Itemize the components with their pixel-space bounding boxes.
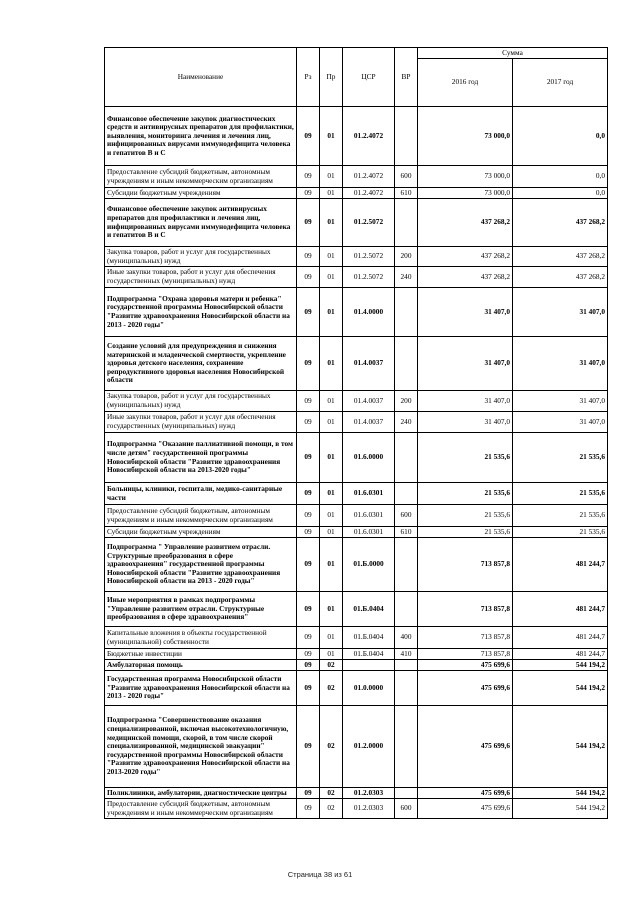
row-pr: 01 [320, 247, 343, 267]
row-vr: 200 [395, 247, 418, 267]
row-pr: 01 [320, 288, 343, 337]
row-amount-2017: 0,0 [513, 188, 608, 199]
row-name: Больницы, клиники, госпитали, медико-санитарные части [105, 483, 297, 505]
table-row [105, 412, 608, 433]
table-row [105, 288, 608, 337]
row-rz: 09 [297, 267, 320, 288]
row-amount-2016: 713 857,8 [418, 627, 513, 649]
row-csr: 01.2.5072 [343, 247, 395, 267]
row-amount-2017: 21 535,6 [513, 483, 608, 505]
row-amount-2017: 21 535,6 [513, 505, 608, 527]
row-rz: 09 [297, 199, 320, 247]
row-amount-2017: 544 194,2 [513, 799, 608, 819]
row-rz: 09 [297, 391, 320, 412]
row-rz: 09 [297, 505, 320, 527]
row-amount-2016: 475 699,6 [418, 788, 513, 799]
row-rz: 09 [297, 527, 320, 538]
row-pr: 02 [320, 799, 343, 819]
row-name: Подпрограмма "Охрана здоровья матери и ребенка" государственной программы Новосибирской области "Развитие здравоохранения Новосибирской области на 2013 - 2020 годы" [105, 288, 297, 337]
row-amount-2016: 475 699,6 [418, 671, 513, 706]
row-pr: 02 [320, 660, 343, 671]
row-amount-2017: 437 268,2 [513, 199, 608, 247]
row-vr [395, 483, 418, 505]
budget-table [104, 47, 608, 819]
row-csr: 01.2.5072 [343, 267, 395, 288]
row-amount-2016: 713 857,8 [418, 649, 513, 660]
row-amount-2017: 31 407,0 [513, 391, 608, 412]
row-rz: 09 [297, 288, 320, 337]
row-csr: 01.6.0301 [343, 505, 395, 527]
row-amount-2016: 713 857,8 [418, 538, 513, 592]
row-amount-2016: 21 535,6 [418, 433, 513, 483]
row-amount-2017: 31 407,0 [513, 288, 608, 337]
table-row [105, 660, 608, 671]
table-row [105, 391, 608, 412]
row-csr: 01.Б.0404 [343, 627, 395, 649]
table-body [105, 107, 608, 819]
row-amount-2017: 437 268,2 [513, 267, 608, 288]
row-vr: 600 [395, 166, 418, 188]
row-rz: 09 [297, 483, 320, 505]
row-name: Бюджетные инвестиции [105, 649, 297, 660]
row-csr: 01.Б.0404 [343, 592, 395, 627]
row-rz: 09 [297, 188, 320, 199]
row-vr: 600 [395, 799, 418, 819]
row-amount-2017: 0,0 [513, 107, 608, 166]
row-amount-2017: 21 535,6 [513, 433, 608, 483]
row-vr [395, 788, 418, 799]
row-vr: 240 [395, 267, 418, 288]
row-pr: 01 [320, 483, 343, 505]
row-amount-2017: 481 244,7 [513, 592, 608, 627]
row-amount-2017: 544 194,2 [513, 671, 608, 706]
row-csr: 01.2.4072 [343, 166, 395, 188]
table-row [105, 788, 608, 799]
row-amount-2016: 475 699,6 [418, 706, 513, 788]
row-amount-2016: 475 699,6 [418, 660, 513, 671]
row-vr: 610 [395, 527, 418, 538]
row-rz: 09 [297, 337, 320, 391]
row-vr: 240 [395, 412, 418, 433]
row-name: Предоставление субсидий бюджетным, автономным учреждениям и иным некоммерческим организациям [105, 166, 297, 188]
row-name: Подпрограмма " Управление развитием отрасли. Структурные преобразования в сфере здравоохранения" государственной программы Новосибирской области "Развитие здравоохранения Новосибирской области на 2013 - 2020 годы" [105, 538, 297, 592]
row-rz: 09 [297, 166, 320, 188]
row-rz: 09 [297, 627, 320, 649]
row-amount-2017: 544 194,2 [513, 660, 608, 671]
table-row [105, 671, 608, 706]
row-vr [395, 337, 418, 391]
row-name: Создание условий для предупреждения и снижения материнской и младенческой смертности, укрепление здоровья детского населения, сохранение репродуктивного здоровья населения Новосибирской области [105, 337, 297, 391]
row-name: Закупка товаров, работ и услуг для государственных (муниципальных) нужд [105, 247, 297, 267]
row-pr: 01 [320, 592, 343, 627]
row-amount-2017: 31 407,0 [513, 412, 608, 433]
header-vr: ВР [395, 48, 418, 107]
row-csr: 01.Б.0000 [343, 538, 395, 592]
header-sum: Сумма [418, 48, 608, 59]
row-csr: 01.2.5072 [343, 199, 395, 247]
table-row [105, 483, 608, 505]
row-name: Иные мероприятия в рамках подпрограммы "Управление развитием отрасли. Структурные преобразования в сфере здравоохранения" [105, 592, 297, 627]
row-name: Предоставление субсидий бюджетным, автономным учреждениям и иным некоммерческим организациям [105, 505, 297, 527]
row-vr [395, 199, 418, 247]
row-name: Поликлиники, амбулатории, диагностические центры [105, 788, 297, 799]
row-amount-2016: 475 699,6 [418, 799, 513, 819]
row-pr: 02 [320, 706, 343, 788]
row-vr: 410 [395, 649, 418, 660]
row-name: Субсидии бюджетным учреждениям [105, 188, 297, 199]
header-year-2016: 2016 год [418, 59, 513, 107]
row-pr: 01 [320, 391, 343, 412]
row-pr: 01 [320, 505, 343, 527]
row-amount-2016: 31 407,0 [418, 391, 513, 412]
row-vr [395, 107, 418, 166]
row-vr [395, 671, 418, 706]
row-amount-2016: 713 857,8 [418, 592, 513, 627]
table-row [105, 649, 608, 660]
row-vr: 400 [395, 627, 418, 649]
table-row [105, 188, 608, 199]
table-row [105, 107, 608, 166]
row-csr: 01.2.0000 [343, 706, 395, 788]
row-vr [395, 706, 418, 788]
row-csr [343, 660, 395, 671]
row-rz: 09 [297, 592, 320, 627]
row-rz: 09 [297, 671, 320, 706]
row-amount-2016: 21 535,6 [418, 505, 513, 527]
row-name: Финансовое обеспечение закупок антивирусных препаратов для профилактики и лечения лиц, инфицированных вирусами иммунодефицита человека и гепатитов В и С [105, 199, 297, 247]
row-amount-2017: 544 194,2 [513, 706, 608, 788]
page-footer: Страница 38 из 61 [287, 870, 353, 879]
row-vr: 610 [395, 188, 418, 199]
row-pr: 01 [320, 166, 343, 188]
row-rz: 09 [297, 649, 320, 660]
row-vr [395, 660, 418, 671]
table-row [105, 505, 608, 527]
row-name: Подпрограмма "Совершенствование оказания специализированной, включая высокотехнологичную, медицинской помощи, скорой, в том числе скорой специализированной, медицинской эвакуации" государственной программы Новосибирской области "Развитие здравоохранения Новосибирской области на 2013-2020 годы" [105, 706, 297, 788]
row-pr: 01 [320, 412, 343, 433]
row-pr: 01 [320, 267, 343, 288]
row-name: Предоставление субсидий бюджетным, автономным учреждениям и иным некоммерческим организациям [105, 799, 297, 819]
table-row [105, 799, 608, 819]
row-amount-2017: 544 194,2 [513, 788, 608, 799]
row-amount-2017: 481 244,7 [513, 538, 608, 592]
header-pr: Пр [320, 48, 343, 107]
row-amount-2017: 31 407,0 [513, 337, 608, 391]
row-name: Капитальные вложения в объекты государственной (муниципальной) собственности [105, 627, 297, 649]
table-row [105, 592, 608, 627]
row-rz: 09 [297, 706, 320, 788]
row-pr: 01 [320, 538, 343, 592]
row-rz: 09 [297, 799, 320, 819]
row-pr: 01 [320, 527, 343, 538]
row-amount-2016: 21 535,6 [418, 483, 513, 505]
row-amount-2016: 437 268,2 [418, 199, 513, 247]
row-rz: 09 [297, 412, 320, 433]
row-amount-2016: 31 407,0 [418, 412, 513, 433]
row-csr: 01.0.0000 [343, 671, 395, 706]
row-pr: 02 [320, 788, 343, 799]
row-name: Подпрограмма "Оказание паллиативной помощи, в том числе детям" государственной программы Новосибирской области "Развитие здравоохранения Новосибирской области на 2013-2020 годы" [105, 433, 297, 483]
header-rz: Рз [297, 48, 320, 107]
row-amount-2016: 73 000,0 [418, 188, 513, 199]
row-amount-2017: 481 244,7 [513, 627, 608, 649]
row-csr: 01.6.0301 [343, 527, 395, 538]
row-amount-2016: 437 268,2 [418, 267, 513, 288]
row-csr: 01.Б.0404 [343, 649, 395, 660]
row-amount-2016: 31 407,0 [418, 337, 513, 391]
row-pr: 02 [320, 671, 343, 706]
row-pr: 01 [320, 107, 343, 166]
row-pr: 01 [320, 188, 343, 199]
row-rz: 09 [297, 788, 320, 799]
row-amount-2016: 437 268,2 [418, 247, 513, 267]
row-csr: 01.2.4072 [343, 107, 395, 166]
row-rz: 09 [297, 538, 320, 592]
header-name: Наименование [105, 48, 297, 107]
row-vr [395, 592, 418, 627]
table-row [105, 267, 608, 288]
row-amount-2016: 21 535,6 [418, 527, 513, 538]
row-name: Закупка товаров, работ и услуг для государственных (муниципальных) нужд [105, 391, 297, 412]
row-amount-2016: 73 000,0 [418, 166, 513, 188]
row-csr: 01.4.0037 [343, 337, 395, 391]
row-pr: 01 [320, 627, 343, 649]
row-rz: 09 [297, 660, 320, 671]
row-name: Иные закупки товаров, работ и услуг для обеспечения государственных (муниципальных) нужд [105, 412, 297, 433]
row-pr: 01 [320, 649, 343, 660]
row-amount-2017: 0,0 [513, 166, 608, 188]
row-amount-2017: 437 268,2 [513, 247, 608, 267]
header-year-2017: 2017 год [513, 59, 608, 107]
row-csr: 01.2.0303 [343, 799, 395, 819]
row-name: Государственная программа Новосибирской области "Развитие здравоохранения Новосибирской области на 2013 - 2020 годы" [105, 671, 297, 706]
table-row [105, 199, 608, 247]
row-csr: 01.4.0037 [343, 391, 395, 412]
row-name: Амбулаторная помощь [105, 660, 297, 671]
row-vr [395, 433, 418, 483]
row-pr: 01 [320, 199, 343, 247]
row-vr: 200 [395, 391, 418, 412]
row-csr: 01.4.0000 [343, 288, 395, 337]
row-name: Иные закупки товаров, работ и услуг для обеспечения государственных (муниципальных) нужд [105, 267, 297, 288]
table-row [105, 538, 608, 592]
row-rz: 09 [297, 247, 320, 267]
table-row [105, 337, 608, 391]
row-vr: 600 [395, 505, 418, 527]
table-header [105, 48, 608, 107]
row-csr: 01.2.4072 [343, 188, 395, 199]
table-row [105, 166, 608, 188]
row-pr: 01 [320, 433, 343, 483]
row-amount-2017: 481 244,7 [513, 649, 608, 660]
row-vr [395, 288, 418, 337]
row-amount-2016: 73 000,0 [418, 107, 513, 166]
row-csr: 01.6.0000 [343, 433, 395, 483]
row-csr: 01.2.0303 [343, 788, 395, 799]
row-pr: 01 [320, 337, 343, 391]
row-csr: 01.4.0037 [343, 412, 395, 433]
row-amount-2016: 31 407,0 [418, 288, 513, 337]
table-row [105, 527, 608, 538]
table-row [105, 706, 608, 788]
header-csr: ЦСР [343, 48, 395, 107]
row-name: Субсидии бюджетным учреждениям [105, 527, 297, 538]
row-rz: 09 [297, 433, 320, 483]
table-row [105, 433, 608, 483]
table-row [105, 627, 608, 649]
row-amount-2017: 21 535,6 [513, 527, 608, 538]
row-rz: 09 [297, 107, 320, 166]
table-row [105, 247, 608, 267]
row-vr [395, 538, 418, 592]
row-csr: 01.6.0301 [343, 483, 395, 505]
row-name: Финансовое обеспечение закупок диагностических средств и антивирусных препаратов для профилактики, выявления, мониторинга лечения и лечения лиц, инфицированных вирусами иммунодефицита человека и гепатитов В и С [105, 107, 297, 166]
